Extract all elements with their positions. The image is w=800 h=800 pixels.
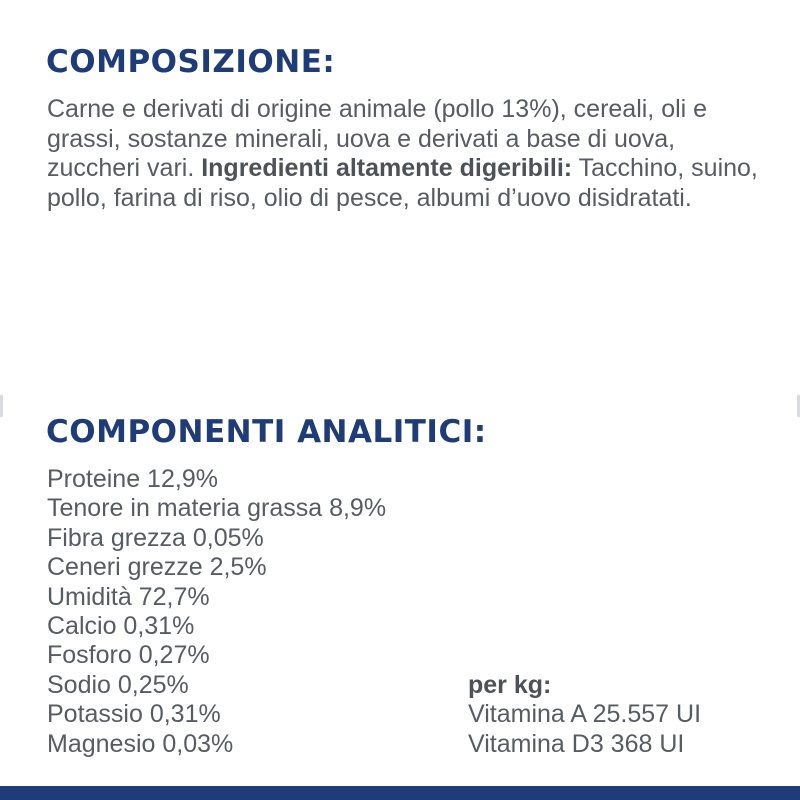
analytics-heading: COMPONENTI ANALITICI: — [46, 414, 487, 450]
analytics-item-sodium: Sodio 0,25% — [47, 670, 189, 699]
per-kg-title: per kg: — [468, 671, 552, 699]
bottom-bar — [0, 786, 800, 800]
analytics-item-moisture: Umidità 72,7% — [47, 582, 210, 611]
analytics-item-phosphorus: Fosforo 0,27% — [47, 641, 210, 670]
composition-text — [47, 95, 767, 213]
composition-text-bold: Ingredienti altamente digeribili: — [201, 154, 573, 182]
per-kg-block — [468, 671, 701, 759]
analytics-item-ash: Ceneri grezze 2,5% — [47, 553, 267, 582]
analytics-item-calcium: Calcio 0,31% — [47, 612, 195, 641]
per-kg-list — [468, 700, 701, 759]
analytics-item-protein: Proteine 12,9% — [47, 465, 218, 493]
analytics-item-fat: Tenore in materia grassa 8,9% — [47, 494, 387, 523]
left-edge-marker — [0, 395, 3, 417]
analytics-item-magnesium: Magnesio 0,03% — [47, 729, 234, 758]
per-kg-item-vitamin-d3: Vitamina D3 368 UI — [468, 729, 685, 758]
composition-text-regular: Carne e derivati di origine animale (pollo 13%), cereali, oli e grassi, sostanze minerali, uova e derivati a base di uova, zuccheri vari. — [47, 95, 708, 182]
analytics-item-fiber: Fibra grezza 0,05% — [47, 523, 264, 552]
per-kg-item-vitamin-a: Vitamina A 25.557 UI — [468, 700, 702, 729]
composition-heading: COMPOSIZIONE: — [46, 44, 336, 80]
composition-text-after-bold: Tacchino, suino, pollo, farina di riso, olio di pesce, albumi d’uovo disidratati. — [47, 154, 758, 212]
analytics-list — [47, 465, 386, 759]
analytics-item-potassium: Potassio 0,31% — [47, 700, 221, 729]
